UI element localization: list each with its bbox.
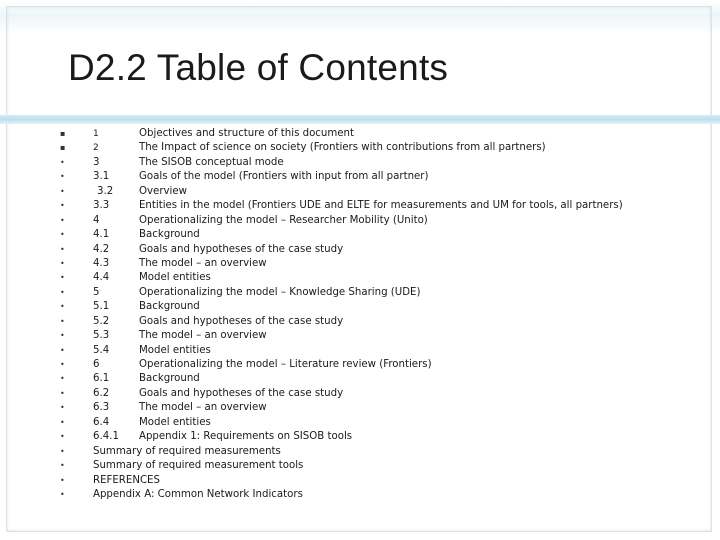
bullet-icon: • (60, 417, 65, 427)
section-title: The Impact of science on society (Frontiers with contributions from all partners) (139, 142, 546, 154)
section-number: 3.2 (97, 185, 114, 197)
section-title: Model entities (139, 272, 211, 284)
bullet-icon: • (60, 461, 65, 471)
section-number: 6.4.1 (93, 431, 119, 443)
page-title: D2.2 Table of Contents (68, 47, 449, 88)
section-title: Appendix 1: Requirements on SISOB tools (139, 431, 353, 443)
bullet-icon: • (60, 489, 65, 499)
bullet-icon: • (60, 172, 65, 182)
bullet-icon: • (60, 360, 65, 369)
section-title: Goals and hypotheses of the case study (139, 387, 344, 399)
section-number: 2 (93, 143, 99, 154)
title-divider (0, 115, 720, 124)
bullet-icon: • (60, 230, 65, 240)
bullet-icon: • (60, 374, 65, 384)
section-number: 6.4 (93, 416, 110, 428)
section-title: REFERENCES (93, 474, 160, 486)
section-title: Model entities (139, 416, 211, 428)
bullet-icon: • (60, 432, 65, 442)
section-number: 5.3 (93, 330, 110, 342)
section-title: Model entities (139, 344, 211, 356)
section-number: 4.2 (93, 243, 110, 255)
section-number: 3.3 (93, 200, 110, 212)
section-number: 1 (93, 129, 99, 139)
section-title: Background (139, 229, 200, 241)
section-title: Objectives and structure of this document (139, 128, 355, 139)
section-title: Operationalizing the model – Researcher Mobility (Unito) (139, 214, 428, 226)
section-title: Entities in the model (Frontiers UDE and ELTE for measurements and UM for tools, all partners) (139, 200, 623, 212)
section-number: 6 (93, 359, 100, 370)
section-title: The model – an overview (139, 257, 267, 269)
section-number: 4.4 (93, 272, 110, 284)
bullet-icon: • (60, 403, 65, 413)
section-title: Appendix A: Common Network Indicators (93, 488, 303, 500)
bullet-icon: • (60, 157, 65, 167)
section-title: The model – an overview (139, 330, 267, 342)
section-number: 4.3 (93, 257, 110, 269)
bullet-icon: • (60, 273, 65, 283)
bullet-icon: • (60, 316, 65, 326)
section-number: 3 (93, 156, 100, 168)
bullet-icon: • (60, 244, 65, 254)
bullet-icon: • (60, 186, 65, 196)
section-title: Goals of the model (Frontiers with input from all partner) (139, 171, 429, 183)
section-title: Background (139, 373, 200, 385)
section-number: 5.4 (93, 344, 110, 356)
bullet-icon: • (60, 475, 65, 485)
section-title: Operationalizing the model – Knowledge Sharing (UDE) (139, 286, 421, 298)
bullet-icon: ▪ (60, 129, 66, 138)
bullet-icon: • (60, 302, 65, 312)
section-title: Operationalizing the model – Literature review (Frontiers) (139, 359, 432, 370)
section-title: The model – an overview (139, 402, 267, 414)
bullet-icon: • (60, 331, 65, 341)
section-title: Background (139, 301, 200, 313)
section-title: Goals and hypotheses of the case study (139, 243, 344, 255)
bullet-icon: • (60, 345, 65, 355)
section-title: Summary of required measurement tools (93, 460, 304, 472)
section-number: 6.2 (93, 387, 110, 399)
section-title: Summary of required measurements (93, 445, 281, 457)
bullet-icon: • (60, 201, 65, 211)
section-title: Overview (139, 185, 187, 197)
section-number: 3.1 (93, 171, 110, 183)
section-title: The SISOB conceptual mode (139, 156, 284, 168)
section-number: 6.1 (93, 373, 110, 385)
bullet-icon: • (60, 446, 65, 456)
bullet-icon: • (60, 388, 65, 398)
section-number: 4 (93, 214, 100, 226)
bullet-icon: • (60, 258, 65, 268)
bullet-icon: • (60, 215, 65, 225)
section-number: 6.3 (93, 402, 110, 414)
section-number: 5.1 (93, 301, 110, 313)
bullet-icon: ▪ (60, 143, 66, 153)
section-number: 4.1 (93, 229, 110, 241)
section-number: 5 (93, 286, 100, 298)
bullet-icon: • (60, 287, 65, 297)
section-number: 5.2 (93, 315, 110, 327)
section-title: Goals and hypotheses of the case study (139, 315, 344, 327)
